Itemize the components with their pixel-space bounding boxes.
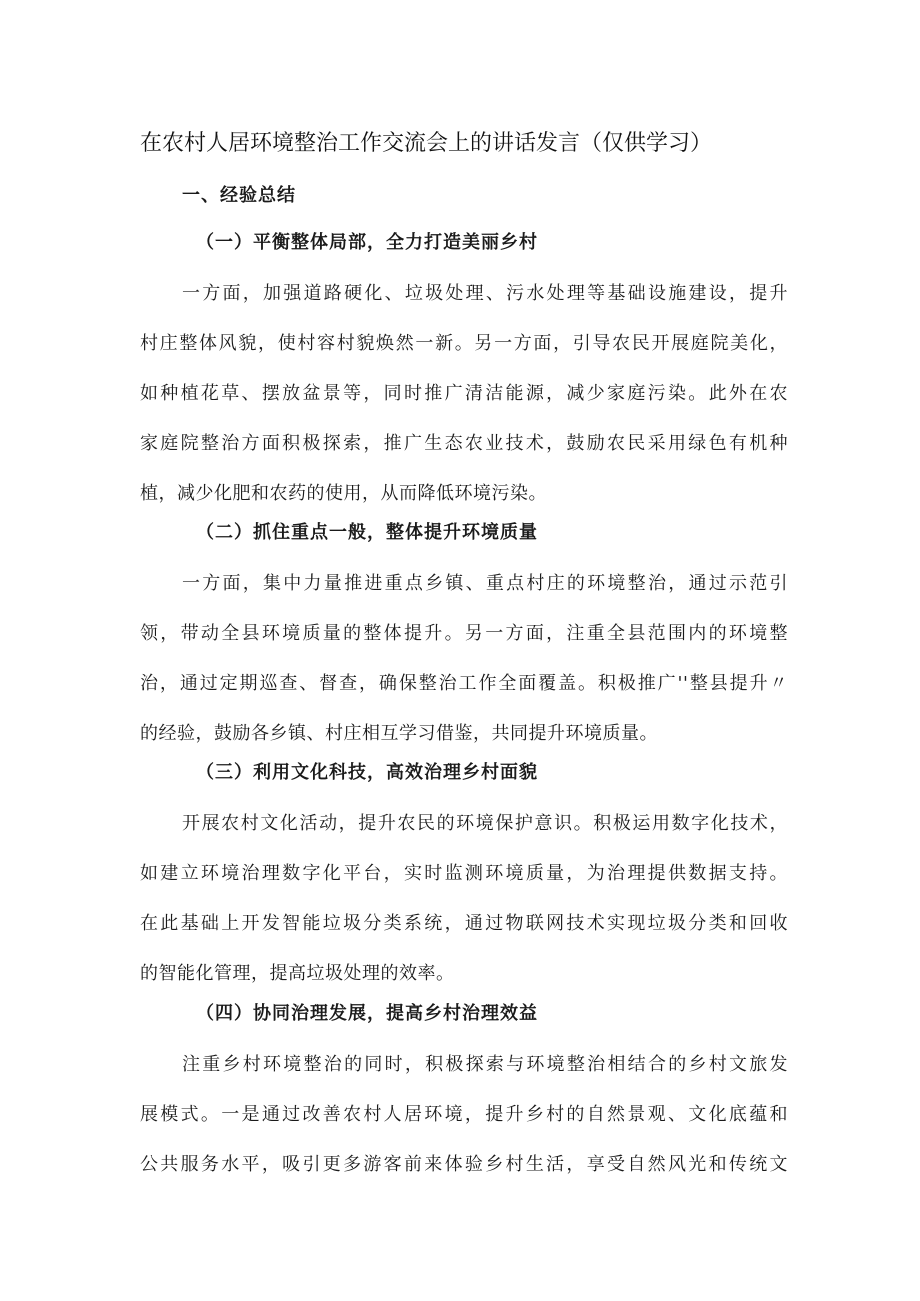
subsection-heading-1: （一）平衡整体局部，全力打造美丽乡村 [196,232,538,253]
paragraph-line: 植，减少化肥和农药的使用，从而降低环境污染。 [140,483,547,504]
paragraph-line: 一方面，加强道路硬化、垃圾处理、污水处理等基础设施建设，提升 [182,283,788,304]
paragraph-line: 如种植花草、摆放盆景等，同时推广清洁能源，减少家庭污染。此外在农 [140,383,788,404]
paragraph-line: 如建立环境治理数字化平台，实时监测环境质量，为治理提供数据支持。 [140,863,788,884]
paragraph-3 [140,808,788,1008]
paragraph-line: 的经验，鼓励各乡镇、村庄相互学习借鉴，共同提升环境质量。 [140,723,658,744]
paragraph-2 [140,568,788,768]
paragraph-4 [140,1049,788,1199]
paragraph-line: 展模式。一是通过改善农村人居环境，提升乡村的自然景观、文化底蕴和 [140,1104,788,1125]
subsection-heading-4: （四）协同治理发展，提高乡村治理效益 [196,1003,538,1024]
paragraph-line: 家庭院整治方面积极探索，推广生态农业技术，鼓励农民采用绿色有机种 [140,433,788,454]
subsection-heading-3: （三）利用文化科技，高效治理乡村面貌 [196,762,538,783]
paragraph-1 [140,278,788,528]
paragraph-line: 领，带动全县环境质量的整体提升。另一方面，注重全县范围内的环境整 [140,623,788,644]
paragraph-line: 注重乡村环境整治的同时，积极探索与环境整治相结合的乡村文旅发 [182,1054,788,1075]
paragraph-line: 在此基础上开发智能垃圾分类系统，通过物联网技术实现垃圾分类和回收 [140,913,788,934]
paragraph-line: 公共服务水平，吸引更多游客前来体验乡村生活，享受自然风光和传统文 [140,1154,788,1175]
paragraph-line: 的智能化管理，提高垃圾处理的效率。 [140,963,455,984]
paragraph-line: 治，通过定期巡查、督查，确保整治工作全面覆盖。积极推广''整县提升〃 [140,673,788,694]
paragraph-line: 开展农村文化活动，提升农民的环境保护意识。积极运用数字化技术， [182,813,788,834]
subsection-heading-2: （二）抓住重点一般，整体提升环境质量 [196,522,538,543]
section-heading-experience: 一、经验总结 [182,185,296,206]
paragraph-line: 一方面，集中力量推进重点乡镇、重点村庄的环境整治，通过示范引 [182,573,788,594]
paragraph-line: 村庄整体风貌，使村容村貌焕然一新。另一方面，引导农民开展庭院美化， [140,333,788,354]
document-title: 在农村人居环境整治工作交流会上的讲话发言（仅供学习） [140,131,713,156]
